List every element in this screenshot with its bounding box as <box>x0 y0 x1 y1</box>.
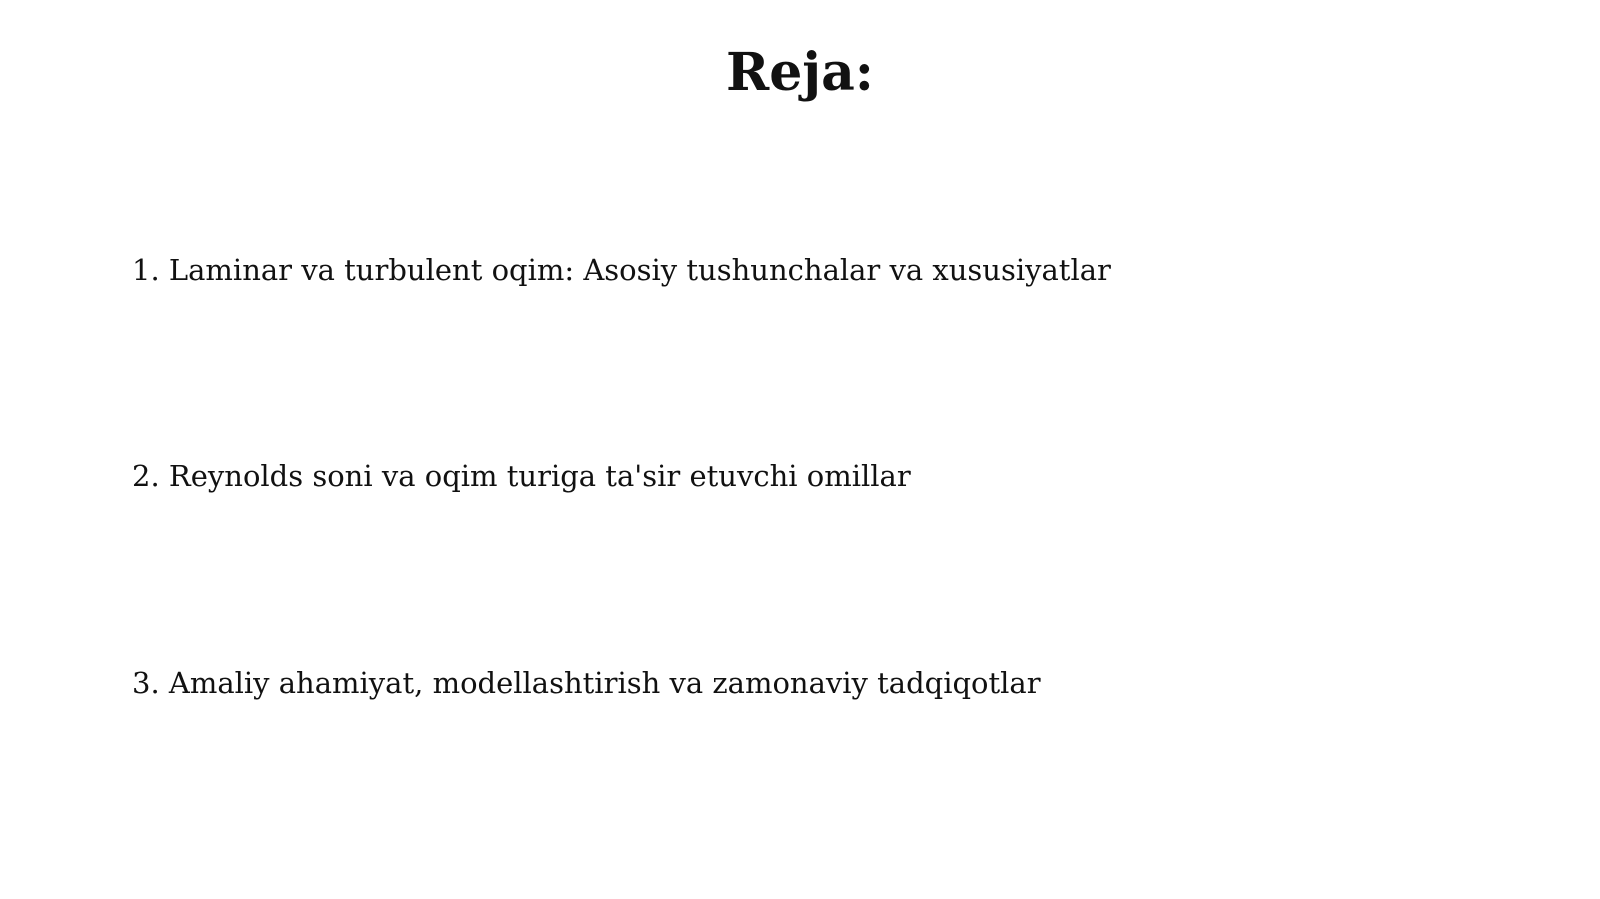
plan-item: 1. Laminar va turbulent oqim: Asosiy tushunchalar va xususiyatlar <box>132 253 1111 287</box>
plan-item: 2. Reynolds soni va oqim turiga ta'sir etuvchi omillar <box>132 459 911 493</box>
plan-item: 3. Amaliy ahamiyat, modellashtirish va zamonaviy tadqiqotlar <box>132 666 1041 700</box>
slide-title: Reja: <box>725 42 874 103</box>
